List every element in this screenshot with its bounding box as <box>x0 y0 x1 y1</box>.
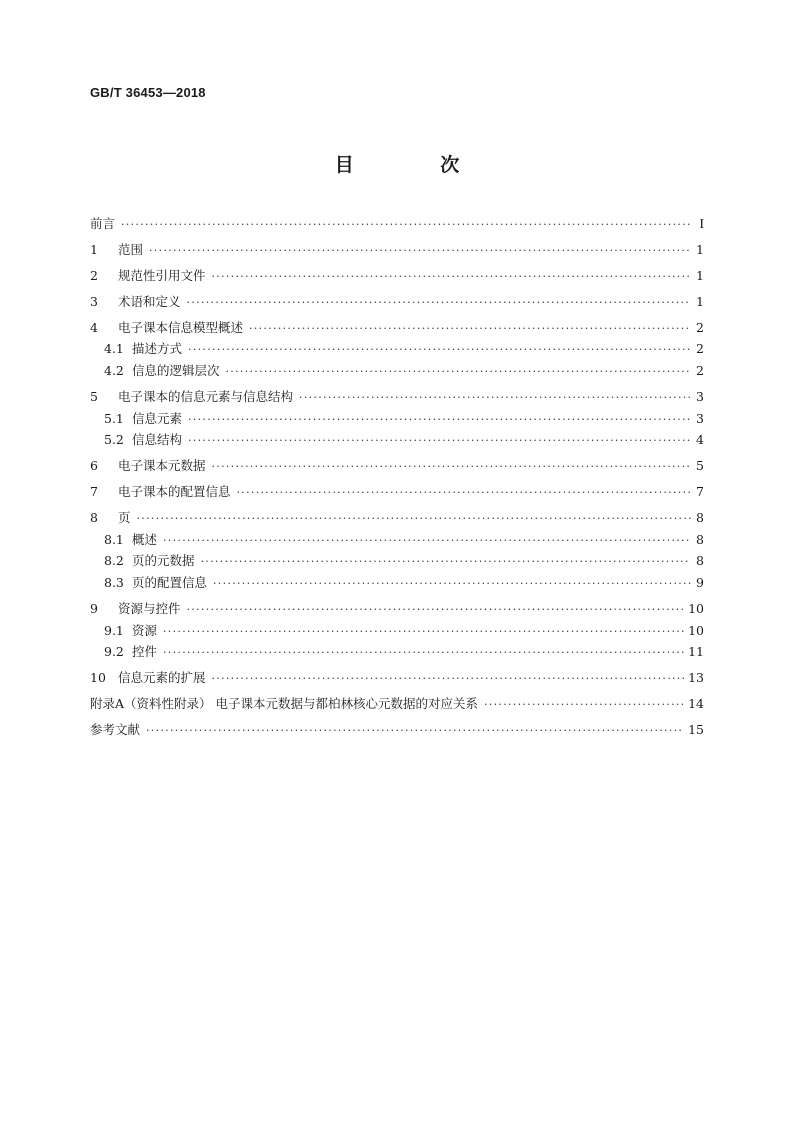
toc-leader-dots <box>212 671 685 687</box>
toc-entry[interactable] <box>90 623 704 640</box>
toc-entry-number: 9.1 <box>104 622 124 638</box>
toc-entry-number: 5.2 <box>104 432 124 448</box>
toc-entry-label: 信息结构 <box>132 432 183 448</box>
toc-leader-dots <box>188 412 691 428</box>
toc-entry-page-number: 8 <box>696 509 704 525</box>
toc-entry-number: 4.1 <box>104 341 124 357</box>
toc-entry-number: 8.2 <box>104 553 124 569</box>
toc-entry-page-number: 3 <box>696 410 704 426</box>
toc-entry-page-number: 1 <box>696 293 704 309</box>
toc-entry-number: 3 <box>90 293 98 309</box>
toc-entry[interactable] <box>90 670 704 687</box>
toc-leader-dots <box>121 217 691 233</box>
toc-entry-label: 资源 <box>132 622 158 638</box>
toc-entry-page-number: 4 <box>696 432 704 448</box>
toc-leader-dots <box>149 243 691 259</box>
toc-entry[interactable] <box>90 484 704 501</box>
toc-entry[interactable] <box>90 432 704 449</box>
toc-entry[interactable] <box>90 320 704 337</box>
toc-entry-number: 5 <box>90 388 98 404</box>
toc-entry-number: 8.1 <box>104 531 124 547</box>
toc-entry-label: 电子课本元数据 <box>118 458 206 474</box>
toc-entry-page-number: 2 <box>696 362 704 378</box>
toc-entry-page-number: 3 <box>696 388 704 404</box>
toc-entry-page-number: 14 <box>688 695 704 711</box>
toc-leader-dots <box>249 321 691 337</box>
toc-leader-dots <box>484 697 684 713</box>
toc-leader-dots <box>187 295 691 311</box>
toc-entry-number: 5.1 <box>104 410 124 426</box>
toc-leader-dots <box>163 533 691 549</box>
toc-entry-number: 9 <box>90 600 98 616</box>
toc-entry[interactable] <box>90 341 704 358</box>
toc-entry-label: 电子课本的配置信息 <box>118 483 231 499</box>
toc-entry-label: 信息元素的扩展 <box>118 670 206 686</box>
toc-entry-page-number: 10 <box>688 600 704 616</box>
page-title: 目 次 <box>334 154 500 176</box>
toc-entry[interactable] <box>90 268 704 285</box>
toc-leader-dots <box>212 269 691 285</box>
toc-entry[interactable] <box>90 553 704 570</box>
toc-entry-number: 1 <box>90 241 98 257</box>
toc-leader-dots <box>299 390 691 406</box>
toc-entry-page-number: 1 <box>696 267 704 283</box>
toc-entry-label: 电子课本的信息元素与信息结构 <box>118 388 294 404</box>
toc-entry-number: 2 <box>90 267 98 283</box>
toc-entry-label: 参考文献 <box>90 721 141 737</box>
table-of-contents <box>90 216 704 739</box>
toc-leader-dots <box>187 602 685 618</box>
toc-entry[interactable] <box>90 510 704 527</box>
toc-leader-dots <box>163 645 684 661</box>
toc-entry-number: 9.2 <box>104 644 124 660</box>
toc-entry-page-number: 10 <box>688 622 704 638</box>
toc-leader-dots <box>188 433 691 449</box>
toc-leader-dots <box>201 554 691 570</box>
toc-leader-dots <box>137 511 691 527</box>
toc-entry[interactable] <box>90 722 704 739</box>
toc-entry-page-number: 8 <box>696 553 704 569</box>
toc-entry-number: 7 <box>90 483 98 499</box>
toc-leader-dots <box>163 624 684 640</box>
toc-entry-label: 前言 <box>90 216 116 231</box>
toc-entry[interactable] <box>90 411 704 428</box>
toc-entry-number: 8.3 <box>104 574 124 590</box>
toc-entry-page-number: 8 <box>696 531 704 547</box>
toc-entry-label: 页的元数据 <box>132 553 195 569</box>
toc-entry-page-number: 1 <box>696 241 704 257</box>
toc-entry-label: 页的配置信息 <box>132 574 208 590</box>
toc-entry-label: 控件 <box>132 644 158 660</box>
toc-entry[interactable] <box>90 389 704 406</box>
toc-entry-page-number: 2 <box>696 341 704 357</box>
toc-entry[interactable] <box>90 294 704 311</box>
toc-entry-label: 电子课本信息模型概述 <box>118 319 244 335</box>
toc-entry-label: 描述方式 <box>132 341 183 357</box>
toc-entry[interactable] <box>90 363 704 380</box>
toc-entry-label: 概述 <box>132 531 158 547</box>
toc-entry[interactable] <box>90 216 704 233</box>
toc-leader-dots <box>212 459 691 475</box>
document-number: GB/T 36453—2018 <box>90 85 206 100</box>
toc-entry[interactable] <box>90 696 704 713</box>
toc-entry[interactable] <box>90 575 704 592</box>
toc-entry-label: 范围 <box>118 241 144 257</box>
toc-leader-dots <box>146 723 684 739</box>
toc-entry-page-number: 13 <box>688 670 704 686</box>
toc-leader-dots <box>237 485 691 501</box>
toc-entry-number: 10 <box>90 670 106 686</box>
toc-entry-number: 4 <box>90 319 98 335</box>
toc-entry-label: 信息的逻辑层次 <box>132 362 220 378</box>
toc-entry-page-number: 15 <box>688 721 704 737</box>
toc-entry-page-number: 5 <box>696 458 704 474</box>
toc-entry[interactable] <box>90 644 704 661</box>
toc-entry[interactable] <box>90 458 704 475</box>
toc-entry-number: 8 <box>90 509 98 525</box>
toc-entry-label: 信息元素 <box>132 410 183 426</box>
toc-leader-dots <box>226 364 691 380</box>
toc-entry-page-number: 2 <box>696 319 704 335</box>
toc-entry-label: 页 <box>118 509 131 525</box>
toc-entry-label: 规范性引用文件 <box>118 267 206 283</box>
toc-entry-label: 术语和定义 <box>118 293 181 309</box>
toc-entry-page-number: 9 <box>696 574 704 590</box>
toc-entry-page-number: I <box>699 217 704 232</box>
toc-entry-label: 附录A（资料性附录） 电子课本元数据与都柏林核心元数据的对应关系 <box>90 695 479 711</box>
toc-entry-page-number: 7 <box>696 483 704 499</box>
toc-entry-number: 6 <box>90 458 98 474</box>
toc-entry-label: 资源与控件 <box>118 600 181 616</box>
toc-entry-number: 4.2 <box>104 362 124 378</box>
toc-leader-dots <box>213 576 691 592</box>
toc-leader-dots <box>188 342 691 358</box>
toc-entry[interactable] <box>90 532 704 549</box>
toc-entry[interactable] <box>90 242 704 259</box>
toc-entry-page-number: 11 <box>688 644 704 660</box>
toc-entry[interactable] <box>90 601 704 618</box>
